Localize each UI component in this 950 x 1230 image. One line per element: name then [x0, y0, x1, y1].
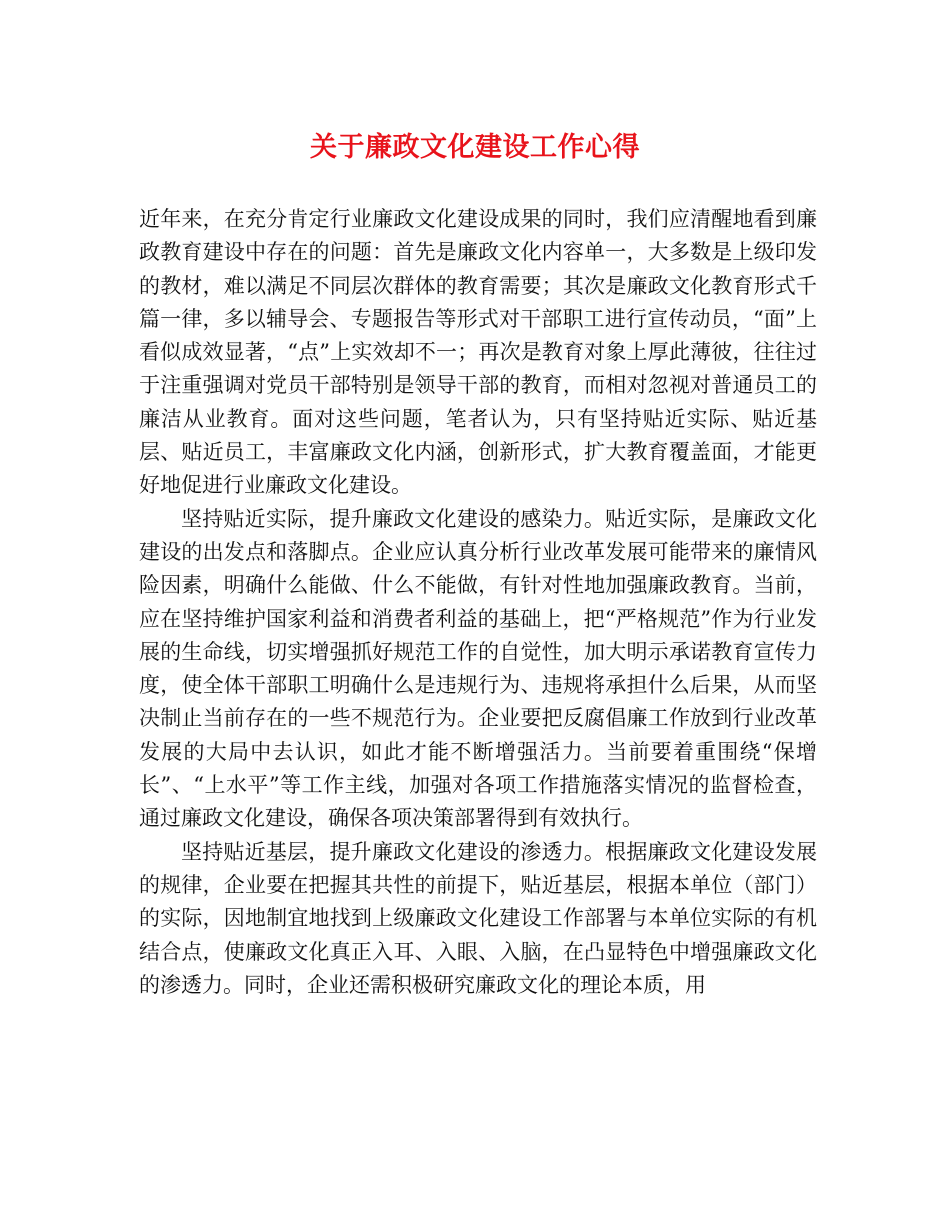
paragraph-grassroots: 坚持贴近基层，提升廉政文化建设的渗透力。根据廉政文化建设发展的规律，企业要在把握其共性的前提下，贴近基层，根据本单位（部门）的实际，因地制宜地找到上级廉政文化建设工作部署与本单位实际的有机结合点，使廉政文化真正入耳、入眼、入脑，在凸显特色中增强廉政文化的渗透力。同时，企业还需积极研究廉政文化的理论本质，用: [139, 839, 817, 997]
document-body: [139, 203, 817, 1002]
paragraph-intro: 近年来，在充分肯定行业廉政文化建设成果的同时，我们应清醒地看到廉政教育建设中存在的问题：首先是廉政文化内容单一，大多数是上级印发的教材，难以满足不同层次群体的教育需要；其次是廉政文化教育形式千篇一律，多以辅导会、专题报告等形式对干部职工进行宣传动员，“面”上看似成效显著，“点”上实效却不一；再次是教育对象上厚此薄彼，往往过于注重强调对党员干部特别是领导干部的教育，而相对忽视对普通员工的廉洁从业教育。面对这些问题，笔者认为，只有坚持贴近实际、贴近基层、贴近员工，丰富廉政文化内涵，创新形式，扩大教育覆盖面，才能更好地促进行业廉政文化建设。: [139, 207, 817, 498]
paragraph-practical: 坚持贴近实际，提升廉政文化建设的感染力。贴近实际，是廉政文化建设的出发点和落脚点。企业应认真分析行业改革发展可能带来的廉情风险因素，明确什么能做、什么不能做，有针对性地加强廉政教育。当前，应在坚持维护国家利益和消费者利益的基础上，把“严格规范”作为行业发展的生命线，切实增强抓好规范工作的自觉性，加大明示承诺教育宣传力度，使全体干部职工明确什么是违规行为、违规将承担什么后果，从而坚决制止当前存在的一些不规范行为。企业要把反腐倡廉工作放到行业改革发展的大局中去认识，如此才能不断增强活力。当前要着重围绕“保增长”、“上水平”等工作主线，加强对各项工作措施落实情况的监督检查，通过廉政文化建设，确保各项决策部署得到有效执行。: [139, 506, 817, 831]
document-title: 关于廉政文化建设工作心得: [310, 132, 640, 163]
